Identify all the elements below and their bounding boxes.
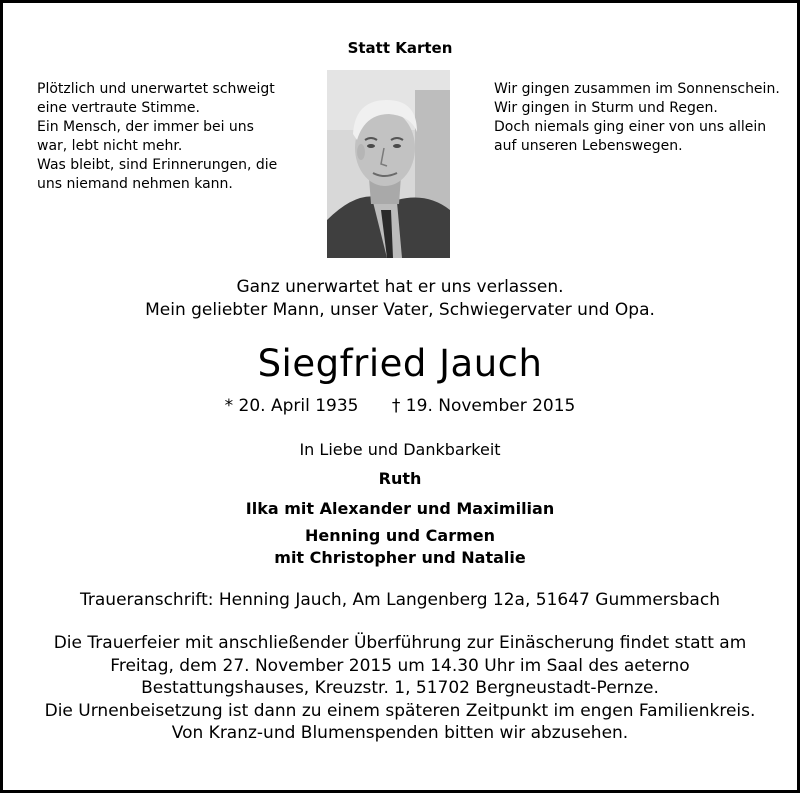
- intro-text: [3, 276, 797, 322]
- notice-line: Von Kranz-und Blumenspenden bitten wir abzusehen.: [171, 723, 629, 743]
- poem-left-line: eine vertraute Stimme.: [37, 100, 200, 116]
- poem-left-line: Plötzlich und unerwartet schweigt: [37, 81, 275, 97]
- family-member: Henning und Carmen: [304, 526, 496, 545]
- poem-left: [37, 80, 277, 194]
- portrait-photo: [327, 70, 450, 258]
- family-group: [3, 525, 797, 569]
- header-statt-karten: Statt Karten: [347, 39, 453, 57]
- poem-right-line: Wir gingen zusammen im Sonnenschein.: [494, 81, 780, 97]
- poem-right-line: Doch niemals ging einer von uns allein: [494, 119, 767, 135]
- notice-line: Die Trauerfeier mit anschließender Überführung zur Einäscherung findet statt am: [53, 633, 747, 653]
- notice-line: Bestattungshauses, Kreuzstr. 1, 51702 Bergneustadt-Pernze.: [141, 678, 659, 698]
- funeral-notice: [3, 632, 797, 745]
- intro-line: Ganz unerwartet hat er uns verlassen.: [236, 277, 564, 297]
- deceased-name: Siegfried Jauch: [257, 342, 543, 385]
- love-line: In Liebe und Dankbarkeit: [299, 440, 501, 459]
- poem-left-line: war, lebt nicht mehr.: [37, 138, 183, 154]
- family-member: mit Christopher und Natalie: [274, 548, 526, 567]
- poem-right: [494, 80, 780, 156]
- poem-right-line: auf unseren Lebenswegen.: [494, 138, 683, 154]
- life-dates: [3, 395, 797, 418]
- family-member: Ilka mit Alexander und Maximilian: [245, 499, 555, 518]
- notice-line: Freitag, dem 27. November 2015 um 14.30 Uhr im Saal des aeterno: [110, 655, 690, 676]
- notice-line: Die Urnenbeisetzung ist dann zu einem späteren Zeitpunkt im engen Familienkreis.: [44, 700, 756, 721]
- mourning-address: Traueranschrift: Henning Jauch, Am Langenberg 12a, 51647 Gummersbach: [80, 590, 720, 610]
- poem-left-line: uns niemand nehmen kann.: [37, 176, 233, 192]
- family-member: Ruth: [378, 469, 422, 488]
- poem-right-line: Wir gingen in Sturm und Regen.: [494, 100, 718, 116]
- intro-line: Mein geliebter Mann, unser Vater, Schwiegervater und Opa.: [145, 300, 655, 320]
- death-date: † 19. November 2015: [391, 396, 576, 416]
- poem-left-line: Ein Mensch, der immer bei uns: [37, 119, 254, 135]
- portrait-photo-graphic: [327, 70, 450, 258]
- birth-date: * 20. April 1935: [224, 396, 359, 416]
- poem-left-line: Was bleibt, sind Erinnerungen, die: [37, 157, 278, 173]
